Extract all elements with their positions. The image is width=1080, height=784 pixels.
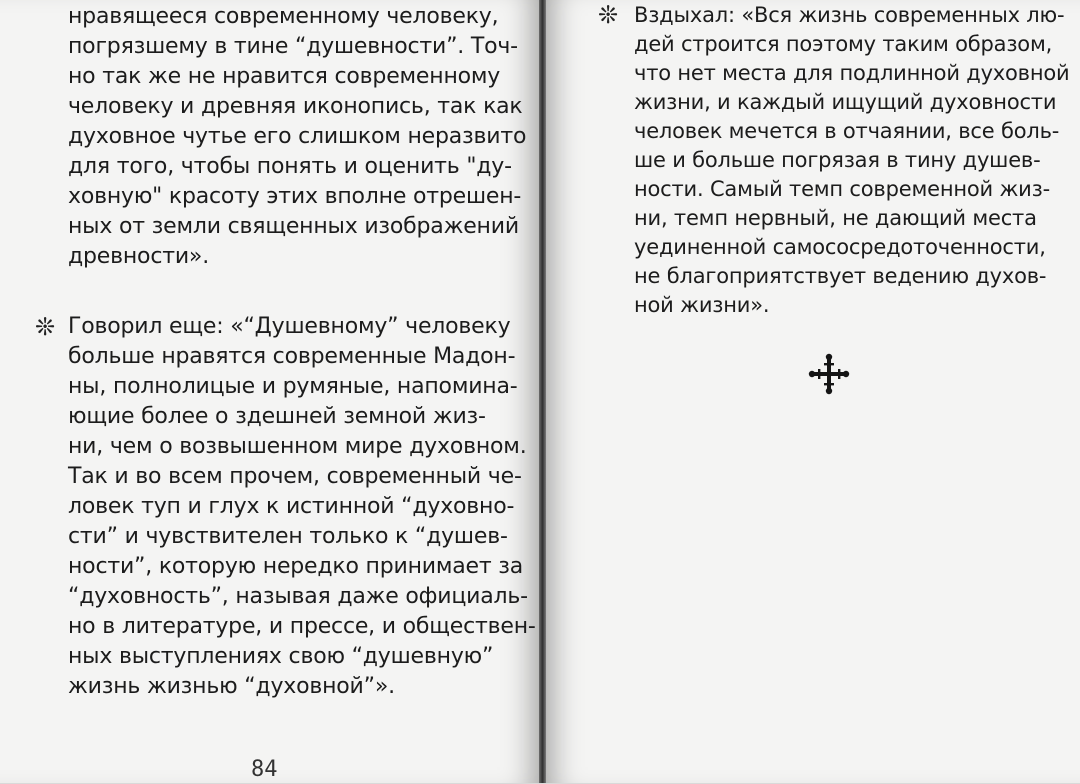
text-line: Вздыхал: «Вся жизнь современных лю- [634, 3, 1065, 27]
text-line: жизни, и каждый ищущий духовности [634, 90, 1057, 114]
text-line: Говорил еще: «“Душевному” человеку [68, 314, 511, 339]
text-line: ных выступлениях свою “душевную” [68, 644, 494, 669]
text-line: что нет места для подлинной духовной [634, 61, 1070, 85]
text-line: дей строится поэтому таким образом, [634, 32, 1053, 56]
text-line: больше нравятся современные Мадон- [68, 344, 516, 369]
text-line: для того, чтобы понять и оценить "ду- [68, 154, 512, 179]
text-line: человек мечется в отчаянии, все боль- [634, 119, 1060, 143]
text-line: ности. Самый темп современной жиз- [634, 177, 1050, 201]
text-line: не благоприятствует ведению духов- [634, 264, 1047, 288]
text-line: ховную" красоту этих вполне отрешен- [68, 184, 522, 209]
text-line: ше и больше погрязая в тину душев- [634, 148, 1041, 172]
text-line: уединенной самососредоточенности, [634, 235, 1046, 259]
book-gutter [539, 0, 546, 783]
text-line: духовное чутье его слишком неразвито [68, 124, 527, 149]
page-number: 84 [251, 757, 278, 782]
text-line: нравящееся современному человеку, [68, 4, 499, 29]
text-line: но в литературе, и прессе, и обществен- [68, 614, 536, 639]
text-line: но так же не нравится современному [68, 64, 501, 89]
text-line: ни, темп нервный, не дающий места [634, 206, 1037, 230]
text-line: погрязшему в тине “душевности”. Точ- [68, 34, 518, 59]
asterism-bullet-icon: ❊ [35, 313, 56, 341]
text-line: “духовность”, называя даже официаль- [68, 584, 528, 609]
text-line: Так и во всем прочем, современный че- [68, 464, 522, 489]
orthodox-cross-icon [808, 353, 850, 395]
text-line: ющие более о здешней земной жиз- [68, 404, 486, 429]
text-line: жизнь жизнью “духовной”». [68, 674, 395, 699]
text-line: ной жизни». [634, 293, 770, 317]
text-line: ных от земли священных изображений [68, 214, 519, 239]
text-line: сти” и чувствителен только к “душев- [68, 524, 508, 549]
text-line: ны, полнолицые и румяные, напомина- [68, 374, 518, 399]
text-line: человеку и древняя иконопись, так как [68, 94, 523, 119]
text-line: ни, чем о возвышенном мире духовном. [68, 434, 527, 459]
text-line: ности”, которую нередко принимает за [68, 554, 524, 579]
text-line: древности». [68, 244, 209, 269]
asterism-bullet-icon: ❊ [598, 1, 619, 29]
text-line: ловек туп и глух к истинной “духовно- [68, 494, 515, 519]
